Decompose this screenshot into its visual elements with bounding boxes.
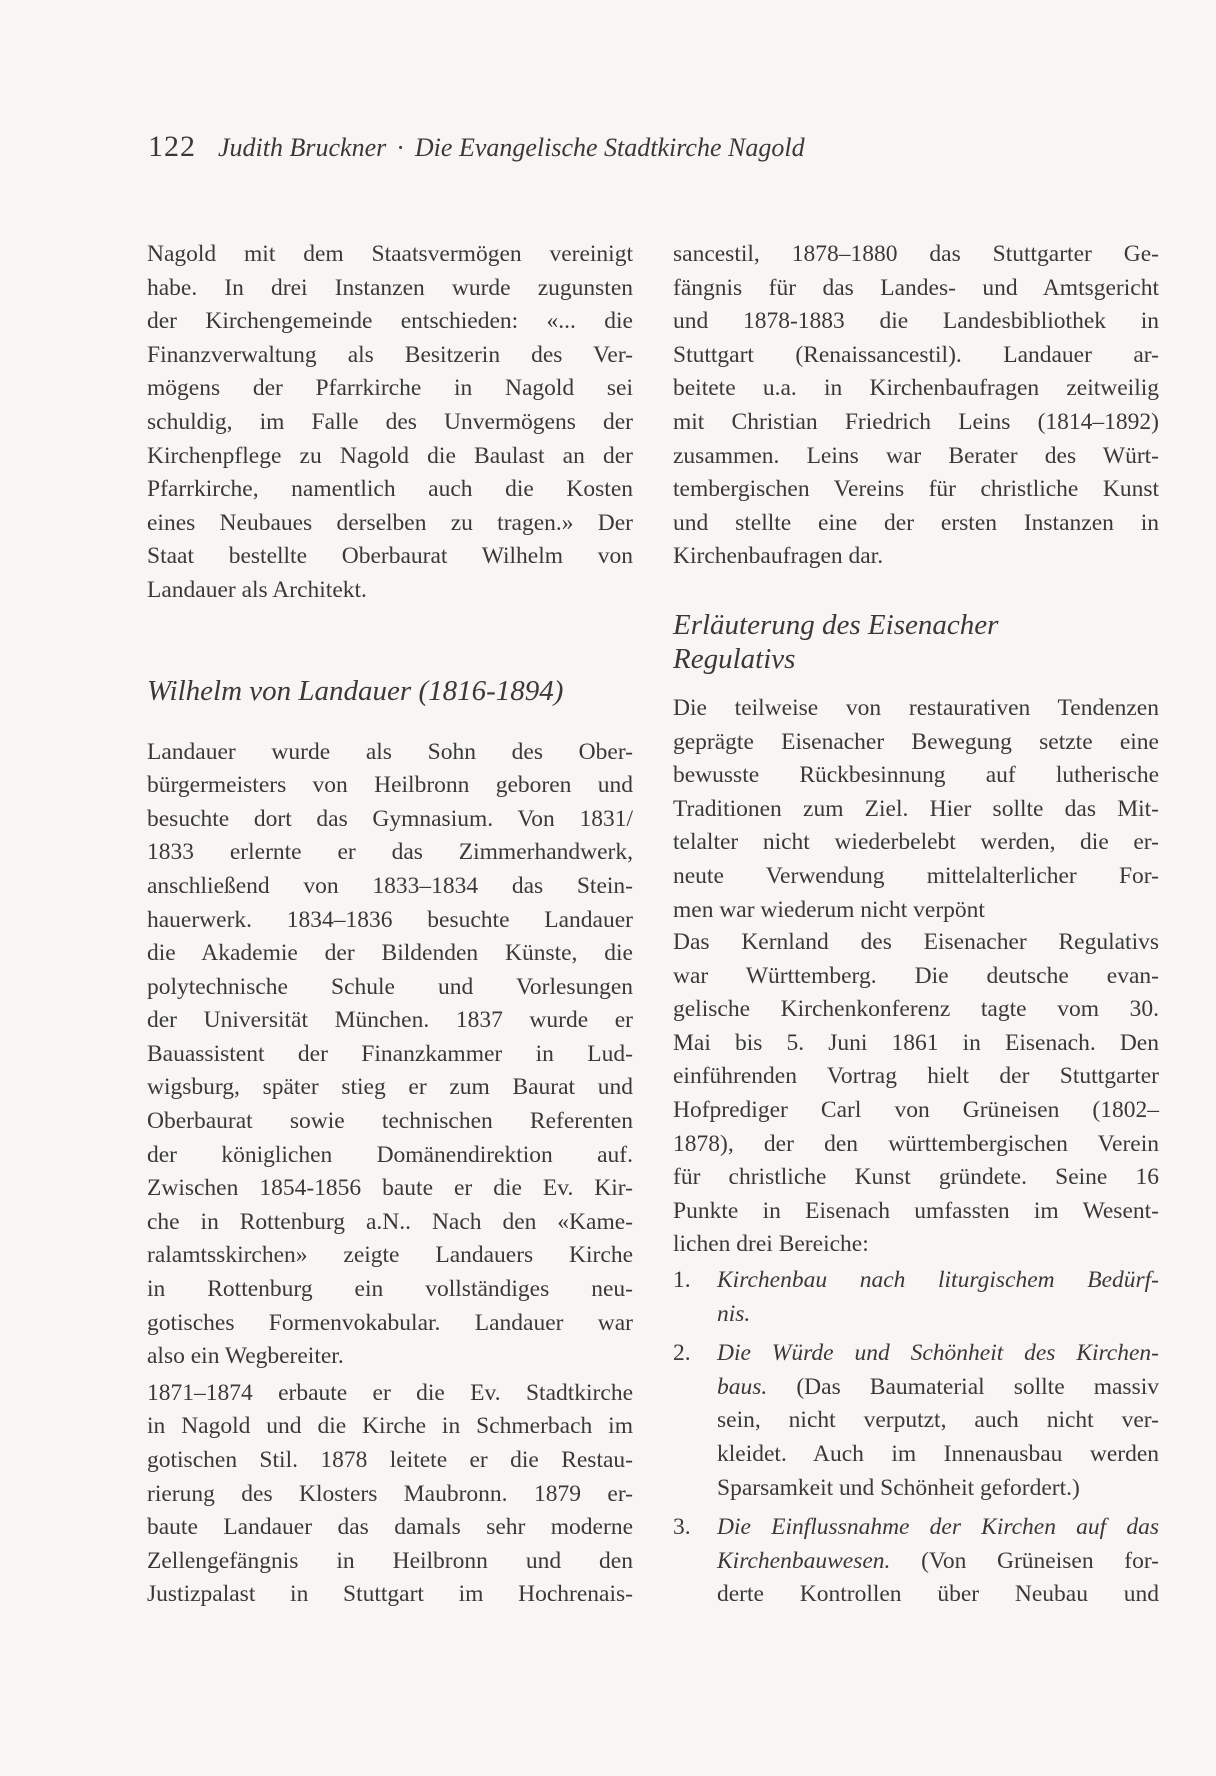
text-line: Bauassistent der Finanzkammer in Lud- (147, 1040, 633, 1067)
heading-line: Erläuterung des Eisenacher (673, 608, 999, 641)
text-line: zusammen. Leins war Berater des Würt- (673, 442, 1159, 469)
text-line: die Akademie der Bildenden Künste, die (147, 940, 633, 967)
text-line: gelische Kirchenkonferenz tagte vom 30. (673, 996, 1159, 1023)
paragraph (147, 1377, 633, 1612)
book-title: Die Evangelische Stadtkirche Nagold (414, 133, 805, 162)
text-line: Kirchenpflege zu Nagold die Baulast an der (147, 442, 633, 469)
text-line: Traditionen zum Ziel. Hier sollte das Mit- (673, 795, 1159, 822)
text-line: Kirchenbaufragen dar. (673, 543, 884, 570)
text-line: Das Kernland des Eisenacher Regulativs (673, 929, 1159, 956)
text-line: Die Einflussnahme der Kirchen auf das (717, 1514, 1159, 1541)
left-column (147, 238, 633, 1612)
text-line: rierung des Klosters Maubronn. 1879 er- (147, 1480, 633, 1507)
text-line: war Württemberg. Die deutsche evan- (673, 962, 1159, 989)
text-line: che in Rottenburg a.N.. Nach den «Kame- (147, 1208, 633, 1235)
text-line: telalter nicht wiederbelebt werden, die er- (673, 829, 1159, 856)
heading-line: Regulativs (673, 642, 796, 675)
section-heading: Wilhelm von Landauer (1816-1894) (147, 674, 564, 707)
text-line: und stellte eine der ersten Instanzen in (673, 509, 1159, 536)
text-line: für christliche Kunst gründete. Seine 16 (673, 1164, 1159, 1191)
text-line: Zellengefängnis in Heilbronn und den (147, 1547, 633, 1574)
list-number: 2. (673, 1340, 691, 1367)
text-line (717, 1371, 1159, 1405)
text-line: der Universität München. 1837 wurde er (147, 1007, 633, 1034)
text-line: eines Neubaues derselben zu tragen.» Der (147, 509, 633, 536)
text-line: beitete u.a. in Kirchenbaufragen zeitweilig (673, 375, 1159, 402)
text-line: besuchte dort das Gymnasium. Von 1831/ (147, 805, 633, 832)
text-line: 1871–1874 erbaute er die Ev. Stadtkirche (147, 1379, 633, 1406)
text-line: anschließend von 1833–1834 das Stein- (147, 872, 633, 899)
text-line: Oberbaurat sowie technischen Referenten (147, 1108, 633, 1135)
text-line: in Rottenburg ein vollständiges neu- (147, 1276, 633, 1303)
text-line: Die teilweise von restaurativen Tendenzen (673, 694, 1159, 721)
text-line: geprägte Eisenacher Bewegung setzte eine (673, 728, 1159, 755)
text-line: sein, nicht verputzt, auch nicht ver- (717, 1407, 1159, 1434)
text-line: wigsburg, später stieg er zum Baurat und (147, 1074, 633, 1101)
paragraph (147, 238, 633, 608)
paragraph (673, 238, 1159, 574)
text-fragment: (Das Baumaterial sollte massiv (767, 1373, 1159, 1400)
text-line: 1878), der den württembergischen Verein (673, 1130, 1159, 1157)
page-number: 122 (148, 130, 196, 163)
text-line: polytechnische Schule und Vorlesungen (147, 973, 633, 1000)
text-line: Stuttgart (Renaissancestil). Landauer ar- (673, 341, 1159, 368)
paragraph (673, 692, 1159, 927)
text-line: neute Verwendung mittelalterlicher For- (673, 862, 1159, 889)
list-number: 1. (673, 1267, 691, 1294)
text-line: gotisches Formenvokabular. Landauer war (147, 1309, 633, 1336)
text-line: Zwischen 1854-1856 baute er die Ev. Kir- (147, 1175, 633, 1202)
text-line: Staat bestellte Oberbaurat Wilhelm von (147, 543, 633, 570)
text-line: Die Würde und Schönheit des Kirchen- (717, 1340, 1159, 1367)
text-line: der Kirchengemeinde entschieden: «... die (147, 308, 633, 335)
text-line: tembergischen Vereins für christliche Kunst (673, 476, 1159, 503)
list-item (673, 1337, 1159, 1505)
text-fragment: Kirchenbauwesen. (717, 1547, 891, 1574)
section-heading (673, 608, 1159, 676)
text-line (717, 1545, 1159, 1579)
paragraph (147, 736, 633, 1374)
right-column (673, 238, 1159, 1612)
text-line: mit Christian Friedrich Leins (1814–1892) (673, 408, 1159, 435)
paragraph (673, 926, 1159, 1262)
text-line: Landauer als Architekt. (147, 576, 367, 603)
text-line: und 1878-1883 die Landesbibliothek in (673, 308, 1159, 335)
text-line: gotischen Stil. 1878 leitete er die Restau- (147, 1447, 633, 1473)
text-line: Nagold mit dem Staatsvermögen vereinigt (147, 241, 633, 267)
text-line: habe. In drei Instanzen wurde zugunsten (147, 274, 633, 301)
list-item (673, 1264, 1159, 1331)
text-line: schuldig, im Falle des Unvermögens der (147, 408, 633, 435)
text-line: 1833 erlernte er das Zimmerhandwerk, (147, 839, 633, 866)
text-line: derte Kontrollen über Neubau und (717, 1581, 1159, 1608)
text-line: men war wiederum nicht verpönt (673, 896, 985, 923)
text-line: nis. (717, 1300, 751, 1327)
text-line: Sparsamkeit und Schönheit gefordert.) (717, 1474, 1080, 1501)
text-line: sancestil, 1878–1880 das Stuttgarter Ge- (673, 241, 1159, 267)
text-line: Justizpalast in Stuttgart im Hochrenais- (147, 1581, 633, 1608)
author-name: Judith Bruckner (218, 133, 387, 162)
header-separator: · (396, 133, 405, 162)
text-fragment: (Von Grüneisen for- (890, 1547, 1159, 1574)
text-line: in Nagold und die Kirche in Schmerbach im (147, 1413, 633, 1440)
list-number: 3. (673, 1514, 691, 1541)
text-line: lichen drei Bereiche: (673, 1231, 869, 1258)
text-fragment: baus. (717, 1373, 768, 1400)
text-line: Finanzverwaltung als Besitzerin des Ver- (147, 341, 633, 368)
text-line: bewusste Rückbesinnung auf lutherische (673, 762, 1159, 789)
text-line: baute Landauer das damals sehr moderne (147, 1514, 633, 1541)
text-line: also ein Wegbereiter. (147, 1343, 344, 1370)
text-line: Landauer wurde als Sohn des Ober- (147, 738, 633, 765)
text-line: kleidet. Auch im Innenausbau werden (717, 1441, 1159, 1467)
numbered-list (673, 1264, 1159, 1612)
list-item (673, 1511, 1159, 1612)
text-line: hauerwerk. 1834–1836 besuchte Landauer (147, 906, 633, 933)
running-head (148, 130, 805, 164)
text-line: Punkte in Eisenach umfassten im Wesent- (673, 1197, 1159, 1224)
text-line: ralamtsskirchen» zeigte Landauers Kirche (147, 1242, 633, 1269)
text-line: fängnis für das Landes- und Amtsgericht (673, 274, 1159, 301)
text-line: bürgermeisters von Heilbronn geboren und (147, 772, 633, 799)
text-line: der königlichen Domänendirektion auf. (147, 1141, 633, 1168)
text-line: Hofprediger Carl von Grüneisen (1802– (673, 1097, 1159, 1124)
text-line: Kirchenbau nach liturgischem Bedürf- (717, 1267, 1159, 1294)
text-line: einführenden Vortrag hielt der Stuttgarter (673, 1063, 1159, 1090)
text-line: mögens der Pfarrkirche in Nagold sei (147, 375, 633, 402)
text-line: Pfarrkirche, namentlich auch die Kosten (147, 476, 633, 503)
text-line: Mai bis 5. Juni 1861 in Eisenach. Den (673, 1029, 1159, 1056)
